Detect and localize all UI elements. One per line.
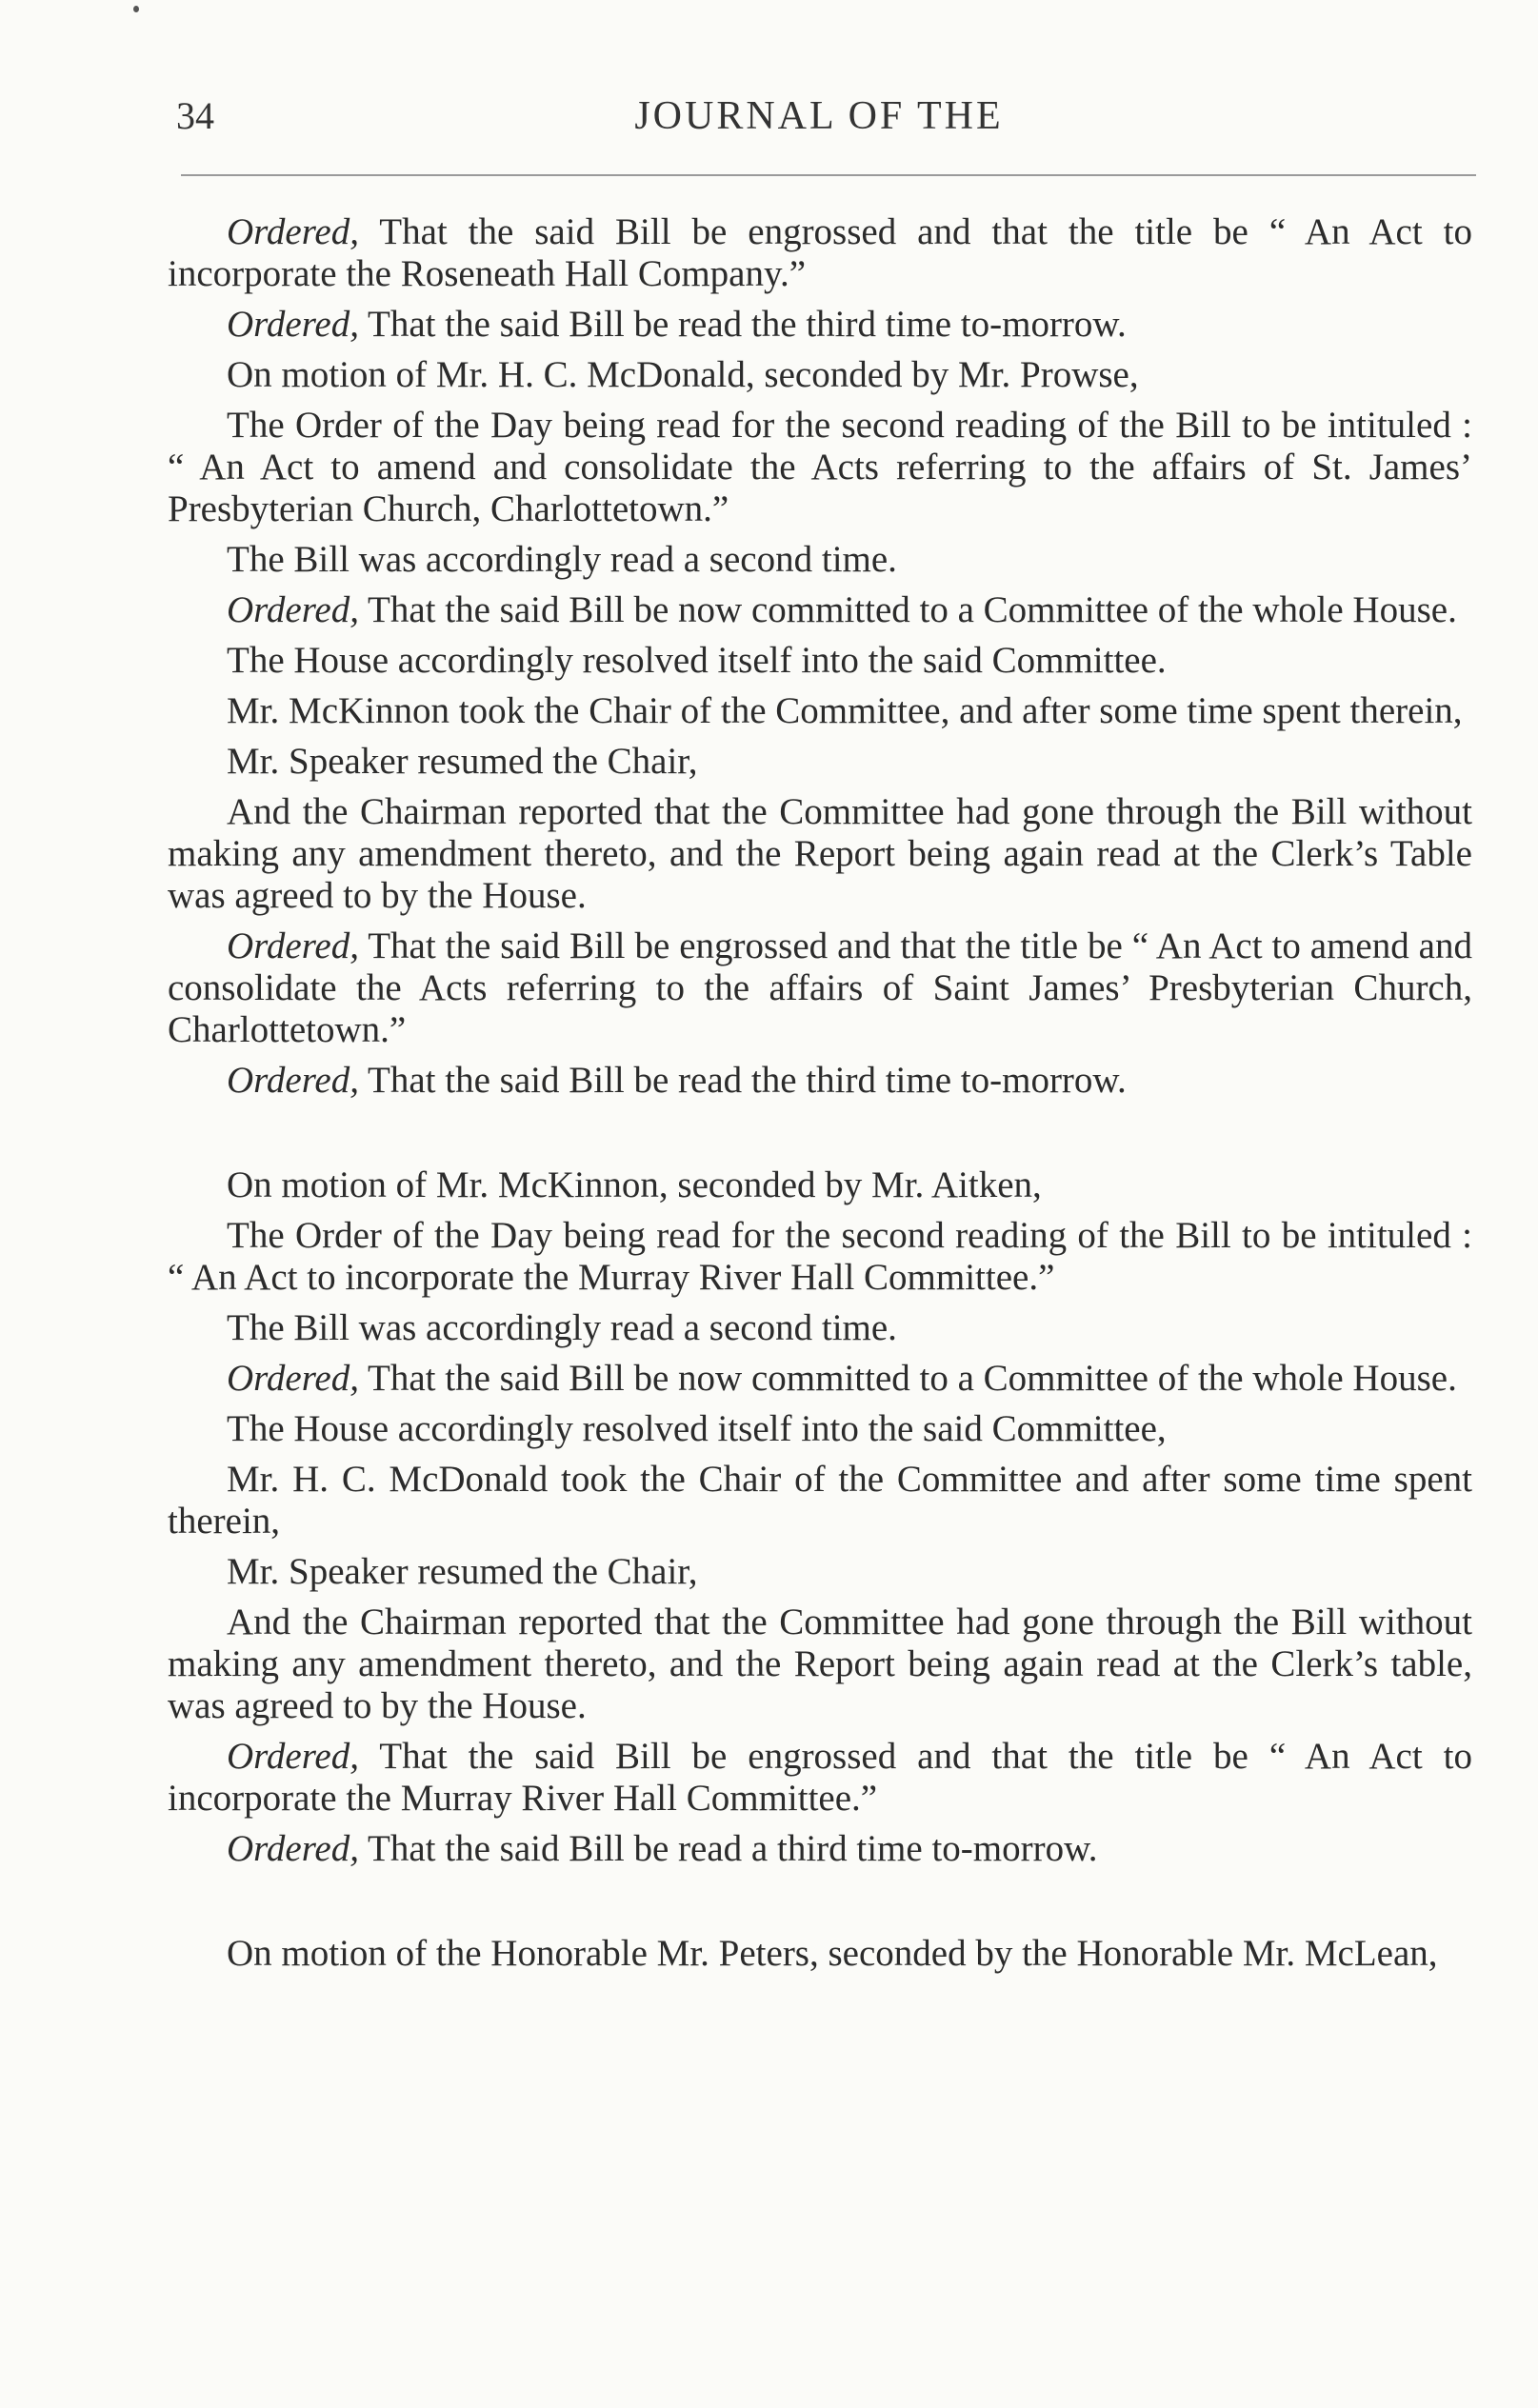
paragraph: [168, 304, 1472, 346]
page-header: [176, 93, 1462, 150]
paragraph-text: Mr. H. C. McDonald took the Chair of the Committee and after some time spent therein,: [168, 1459, 1472, 1542]
paragraph: [168, 1602, 1472, 1727]
paragraph-text: The Order of the Day being read for the second reading of the Bill to be intituled : “ An Act to amend and consolidate the Acts referring to the affairs of St. James’ Presbyterian Church, Charlottetown.”: [168, 405, 1472, 529]
page-number: 34: [176, 94, 214, 137]
journal-body: [168, 211, 1472, 1983]
running-head: JOURNAL OF THE: [634, 94, 1004, 138]
paragraph: [168, 1358, 1472, 1400]
ordered-lead: Ordered,: [227, 925, 359, 966]
paragraph-text: That the said Bill be read the third time to-morrow.: [359, 304, 1127, 345]
paragraph-text: That the said Bill be read the third time to-morrow.: [359, 1060, 1127, 1101]
paragraph: [168, 741, 1472, 783]
paragraph: [168, 1215, 1472, 1299]
paragraph: [168, 405, 1472, 530]
paragraph-text: Mr. Speaker resumed the Chair,: [227, 1551, 698, 1592]
paragraph: [168, 539, 1472, 581]
paragraph-text: And the Chairman reported that the Committee had gone through the Bill without making any amendment thereto, and the Report being again read at the Clerk’s Table was agreed to by the House.: [168, 791, 1472, 916]
ordered-lead: Ordered,: [227, 211, 359, 252]
paragraph: [168, 589, 1472, 631]
paragraph: [168, 1060, 1472, 1102]
header-rule: [181, 174, 1476, 176]
ordered-lead: Ordered,: [227, 1358, 359, 1399]
paragraph-text: On motion of Mr. H. C. McDonald, seconded by Mr. Prowse,: [227, 354, 1139, 395]
paragraph: [168, 791, 1472, 917]
ordered-lead: Ordered,: [227, 304, 359, 345]
paragraph-text: That the said Bill be now committed to a Committee of the whole House.: [359, 1358, 1457, 1399]
paragraph: [168, 1736, 1472, 1820]
paragraph: [168, 211, 1472, 295]
ordered-lead: Ordered,: [227, 1736, 359, 1777]
paragraph: [168, 1408, 1472, 1450]
paragraph-text: That the said Bill be engrossed and that the title be “ An Act to amend and consolidate the Acts referring to the affairs of Saint James’ Presbyterian Church, Charlottetown.”: [168, 925, 1472, 1050]
paragraph: [168, 1551, 1472, 1593]
ordered-lead: Ordered,: [227, 589, 359, 630]
paragraph-text: On motion of Mr. McKinnon, seconded by Mr. Aitken,: [227, 1164, 1042, 1205]
paragraph-text: That the said Bill be read a third time to-morrow.: [359, 1828, 1098, 1869]
paragraph-text: The House accordingly resolved itself into the said Committee.: [227, 640, 1167, 681]
paragraph-text: The Bill was accordingly read a second time.: [227, 1307, 897, 1348]
paragraph: [168, 1164, 1472, 1206]
paragraph-text: Mr. Speaker resumed the Chair,: [227, 741, 698, 782]
paragraph-text: The House accordingly resolved itself into the said Committee,: [227, 1408, 1167, 1449]
paragraph: [168, 925, 1472, 1051]
paragraph: [168, 640, 1472, 682]
paragraph: [168, 690, 1472, 732]
paragraph-text: That the said Bill be now committed to a Committee of the whole House.: [359, 589, 1457, 630]
paragraph-text: That the said Bill be engrossed and that the title be “ An Act to incorporate the Murray River Hall Committee.”: [168, 1736, 1472, 1819]
paragraph-text: And the Chairman reported that the Committee had gone through the Bill without making any amendment thereto, and the Report being again read at the Clerk’s table, was agreed to by the House.: [168, 1602, 1472, 1726]
paragraph-text: On motion of the Honorable Mr. Peters, seconded by the Honorable Mr. McLean,: [227, 1933, 1438, 1974]
paragraph-text: The Order of the Day being read for the second reading of the Bill to be intituled : “ An Act to incorporate the Murray River Hall Committee.”: [168, 1215, 1472, 1298]
paragraph-text: That the said Bill be engrossed and that the title be “ An Act to incorporate the Roseneath Hall Company.”: [168, 211, 1472, 294]
stray-mark: [133, 6, 139, 12]
paragraph: [168, 1933, 1472, 1975]
paragraph-text: The Bill was accordingly read a second time.: [227, 539, 897, 580]
paragraph: [168, 1828, 1472, 1870]
paragraph: [168, 1307, 1472, 1349]
ordered-lead: Ordered,: [227, 1828, 359, 1869]
paragraph: [168, 1459, 1472, 1542]
paragraph: [168, 354, 1472, 396]
ordered-lead: Ordered,: [227, 1060, 359, 1101]
paragraph-text: Mr. McKinnon took the Chair of the Committee, and after some time spent therein,: [227, 690, 1463, 731]
